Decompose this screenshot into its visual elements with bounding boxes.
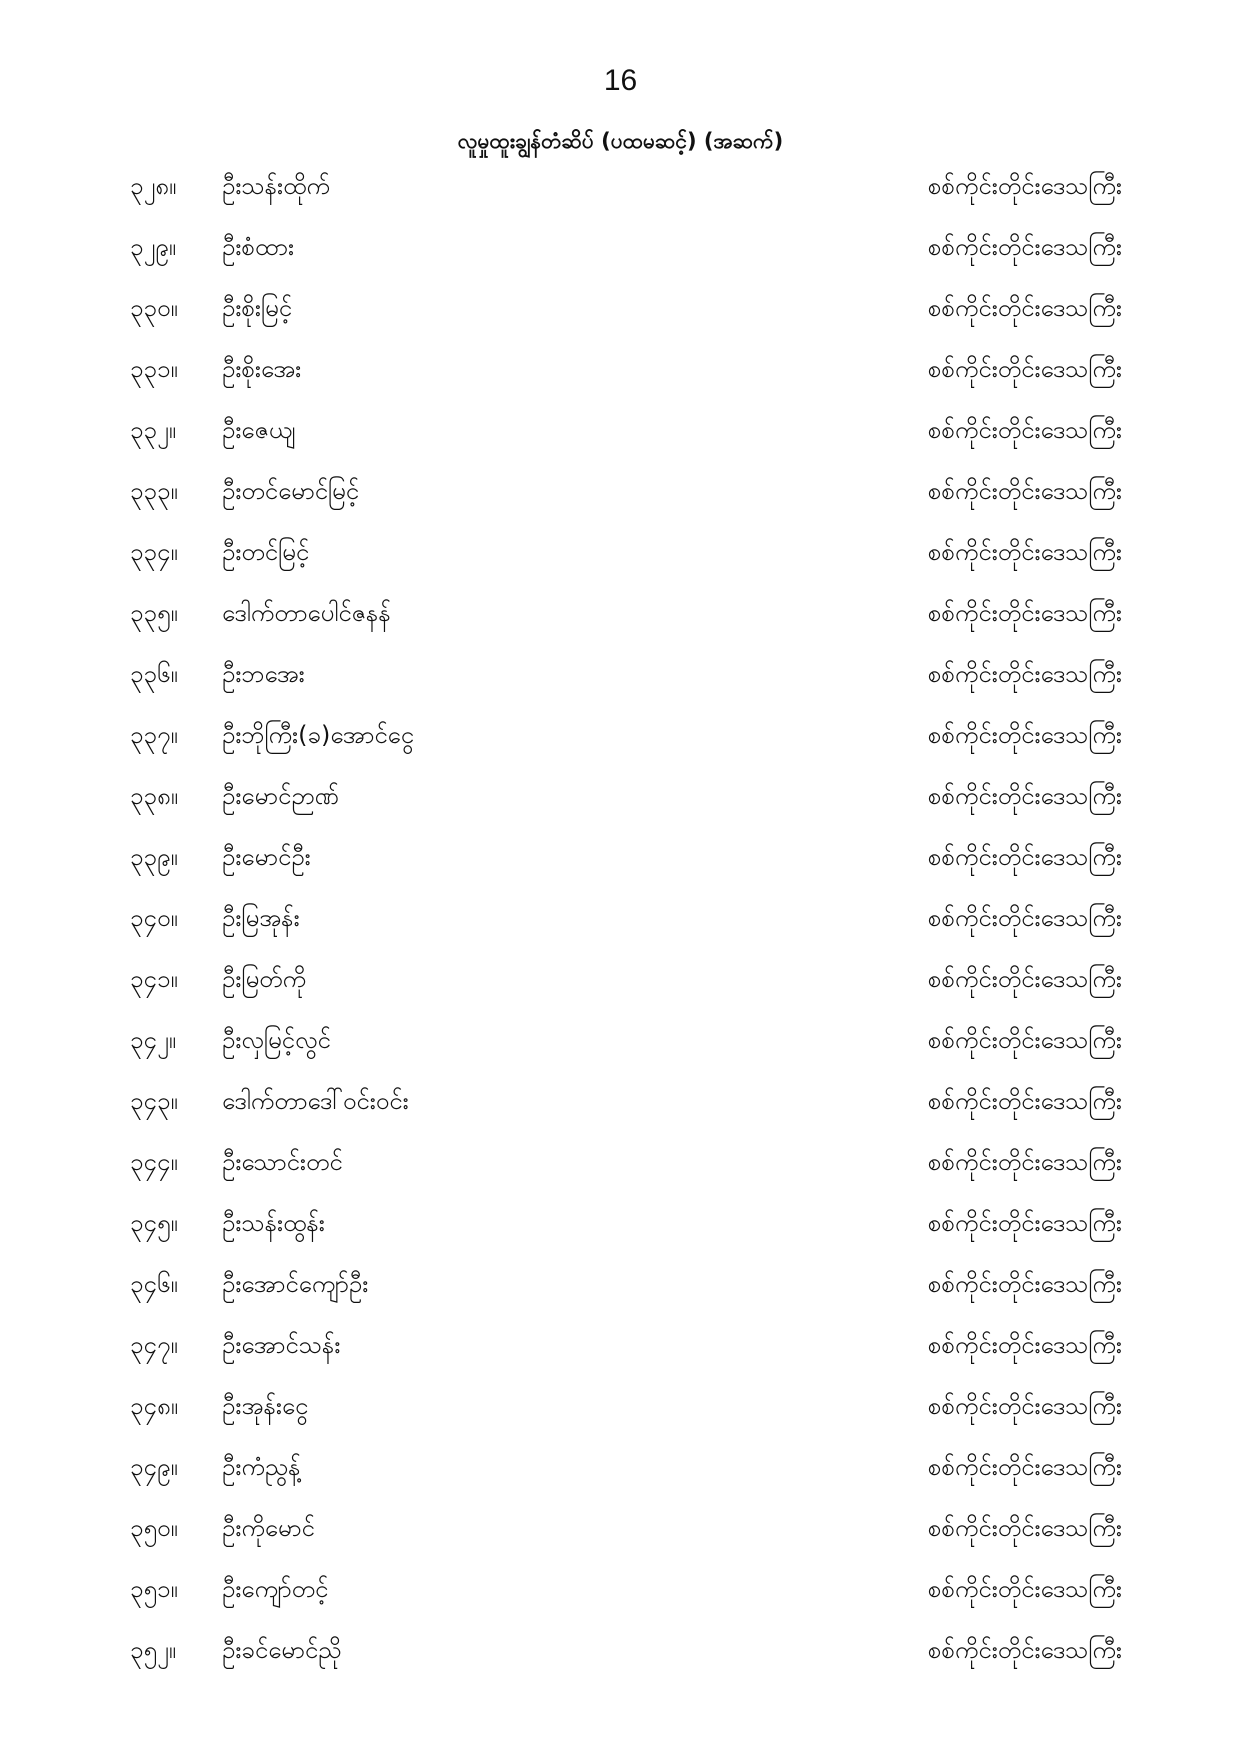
entry-name: ဦးကံညွန့် bbox=[222, 1453, 301, 1481]
entry-name: ဦးမြအုန်း bbox=[222, 904, 300, 932]
entry-number: ၃၃၀။ bbox=[130, 294, 178, 322]
list-item bbox=[0, 284, 1241, 345]
entry-name: ဒေါက်တာပေါင်ဇနန် bbox=[222, 599, 391, 627]
entry-region: စစ်ကိုင်းတိုင်းဒေသကြီး bbox=[927, 843, 1122, 871]
entry-name: ဒေါက်တာဒေါ်ဝင်းဝင်း bbox=[222, 1087, 409, 1115]
entry-name: ဦးတင်မောင်မြင့် bbox=[222, 477, 360, 505]
entry-number: ၃၄၈။ bbox=[130, 1392, 178, 1420]
entry-number: ၃၄၉။ bbox=[130, 1453, 178, 1481]
page-number: 16 bbox=[603, 64, 638, 97]
entry-number: ၃၅၂။ bbox=[130, 1636, 177, 1664]
entry-region: စစ်ကိုင်းတိုင်းဒေသကြီး bbox=[927, 416, 1122, 444]
entry-number: ၃၃၂။ bbox=[130, 416, 177, 444]
entry-region: စစ်ကိုင်းတိုင်းဒေသကြီး bbox=[927, 965, 1122, 993]
entry-region: စစ်ကိုင်းတိုင်းဒေသကြီး bbox=[927, 1392, 1122, 1420]
entry-number: ၃၄၆။ bbox=[130, 1270, 178, 1298]
list-item bbox=[0, 894, 1241, 955]
page-heading: လူမှုထူးချွန်တံဆိပ် (ပထမဆင့်) (အဆက်) bbox=[457, 129, 784, 153]
entry-number: ၃၄၄။ bbox=[130, 1148, 178, 1176]
list-item bbox=[0, 223, 1241, 284]
entry-region: စစ်ကိုင်းတိုင်းဒေသကြီး bbox=[927, 599, 1122, 627]
entry-name: ဦးဇေယျ bbox=[222, 416, 296, 444]
entry-region: စစ်ကိုင်းတိုင်းဒေသကြီး bbox=[927, 1148, 1122, 1176]
entry-name: ဦးစိုးမြင့် bbox=[222, 294, 293, 322]
entry-region: စစ်ကိုင်းတိုင်းဒေသကြီး bbox=[927, 294, 1122, 322]
list-item bbox=[0, 528, 1241, 589]
entry-name: ဦးစံထား bbox=[222, 233, 295, 261]
list-item bbox=[0, 1138, 1241, 1199]
list-item bbox=[0, 1016, 1241, 1077]
list-item bbox=[0, 1321, 1241, 1382]
list-item bbox=[0, 467, 1241, 528]
entry-number: ၃၃၅။ bbox=[130, 599, 178, 627]
list-item bbox=[0, 1260, 1241, 1321]
entry-region: စစ်ကိုင်းတိုင်းဒေသကြီး bbox=[927, 1636, 1122, 1664]
entry-number: ၃၃၃။ bbox=[130, 477, 178, 505]
list-item bbox=[0, 1443, 1241, 1504]
entry-name: ဦးအောင်သန်း bbox=[222, 1331, 341, 1359]
entry-region: စစ်ကိုင်းတိုင်းဒေသကြီး bbox=[927, 1270, 1122, 1298]
entry-name: ဦးခင်မောင်ညို bbox=[222, 1636, 342, 1664]
list-item bbox=[0, 1199, 1241, 1260]
entry-number: ၃၃၇။ bbox=[130, 721, 178, 749]
entry-number: ၃၃၆။ bbox=[130, 660, 178, 688]
entry-name: ဦးအုန်းငွေ bbox=[222, 1392, 309, 1420]
list-item bbox=[0, 406, 1241, 467]
list-item bbox=[0, 650, 1241, 711]
entry-name: ဦးဘအေး bbox=[222, 660, 305, 688]
entry-name: ဦးလှမြင့်လွင် bbox=[222, 1026, 331, 1054]
entry-name: ဦးတင်မြင့် bbox=[222, 538, 310, 566]
list-item bbox=[0, 833, 1241, 894]
entry-number: ၃၃၉။ bbox=[130, 843, 178, 871]
entry-region: စစ်ကိုင်းတိုင်းဒေသကြီး bbox=[927, 1026, 1122, 1054]
entry-number: ၃၃၄။ bbox=[130, 538, 178, 566]
entry-region: စစ်ကိုင်းတိုင်းဒေသကြီး bbox=[927, 477, 1122, 505]
entry-name: ဦးစိုးအေး bbox=[222, 355, 302, 383]
list-item bbox=[0, 162, 1241, 223]
entry-region: စစ်ကိုင်းတိုင်းဒေသကြီး bbox=[927, 1087, 1122, 1115]
entry-name: ဦးဘိုကြီး(ခ)အောင်ငွေ bbox=[222, 721, 414, 749]
list-item bbox=[0, 772, 1241, 833]
list-item bbox=[0, 1565, 1241, 1626]
entry-region: စစ်ကိုင်းတိုင်းဒေသကြီး bbox=[927, 782, 1122, 810]
list-item bbox=[0, 1504, 1241, 1565]
entry-region: စစ်ကိုင်းတိုင်းဒေသကြီး bbox=[927, 1209, 1122, 1237]
entry-name: ဦးကိုမောင် bbox=[222, 1514, 315, 1542]
entry-region: စစ်ကိုင်းတိုင်းဒေသကြီး bbox=[927, 1575, 1122, 1603]
list-item bbox=[0, 1382, 1241, 1443]
entry-region: စစ်ကိုင်းတိုင်းဒေသကြီး bbox=[927, 172, 1122, 200]
entry-name: ဦးသောင်းတင် bbox=[222, 1148, 343, 1176]
list-item bbox=[0, 345, 1241, 406]
entry-name: ဦးမောင်ဉာဏ် bbox=[222, 782, 339, 810]
entry-name: ဦးသန်းထိုက် bbox=[222, 172, 330, 200]
entry-name: ဦးသန်းထွန်း bbox=[222, 1209, 325, 1237]
entry-region: စစ်ကိုင်းတိုင်းဒေသကြီး bbox=[927, 904, 1122, 932]
entry-number: ၃၄၃။ bbox=[130, 1087, 178, 1115]
entry-region: စစ်ကိုင်းတိုင်းဒေသကြီး bbox=[927, 233, 1122, 261]
entry-number: ၃၅၁။ bbox=[130, 1575, 178, 1603]
entry-number: ၃၃၈။ bbox=[130, 782, 178, 810]
entry-number: ၃၄၅။ bbox=[130, 1209, 178, 1237]
entry-name: ဦးကျော်တင့် bbox=[222, 1575, 329, 1603]
list-item bbox=[0, 589, 1241, 650]
list-item bbox=[0, 711, 1241, 772]
entry-region: စစ်ကိုင်းတိုင်းဒေသကြီး bbox=[927, 721, 1122, 749]
entry-number: ၃၃၁။ bbox=[130, 355, 178, 383]
entry-number: ၃၄၂။ bbox=[130, 1026, 177, 1054]
entry-region: စစ်ကိုင်းတိုင်းဒေသကြီး bbox=[927, 660, 1122, 688]
entry-region: စစ်ကိုင်းတိုင်းဒေသကြီး bbox=[927, 1514, 1122, 1542]
entry-number: ၃၄၇။ bbox=[130, 1331, 178, 1359]
entry-number: ၃၂၈။ bbox=[130, 172, 177, 200]
entry-number: ၃၄၀။ bbox=[130, 904, 178, 932]
entry-region: စစ်ကိုင်းတိုင်းဒေသကြီး bbox=[927, 538, 1122, 566]
entry-number: ၃၂၉။ bbox=[130, 233, 177, 261]
entry-name: ဦးအောင်ကျော်ဦး bbox=[222, 1270, 369, 1298]
entry-region: စစ်ကိုင်းတိုင်းဒေသကြီး bbox=[927, 355, 1122, 383]
list-item bbox=[0, 1626, 1241, 1687]
entry-number: ၃၄၁။ bbox=[130, 965, 178, 993]
entry-number: ၃၅၀။ bbox=[130, 1514, 178, 1542]
entry-name: ဦးမောင်ဦး bbox=[222, 843, 311, 871]
list-item bbox=[0, 1077, 1241, 1138]
entry-region: စစ်ကိုင်းတိုင်းဒေသကြီး bbox=[927, 1453, 1122, 1481]
awardee-list bbox=[0, 162, 1241, 1687]
entry-region: စစ်ကိုင်းတိုင်းဒေသကြီး bbox=[927, 1331, 1122, 1359]
list-item bbox=[0, 955, 1241, 1016]
entry-name: ဦးမြတ်ကို bbox=[222, 965, 306, 993]
